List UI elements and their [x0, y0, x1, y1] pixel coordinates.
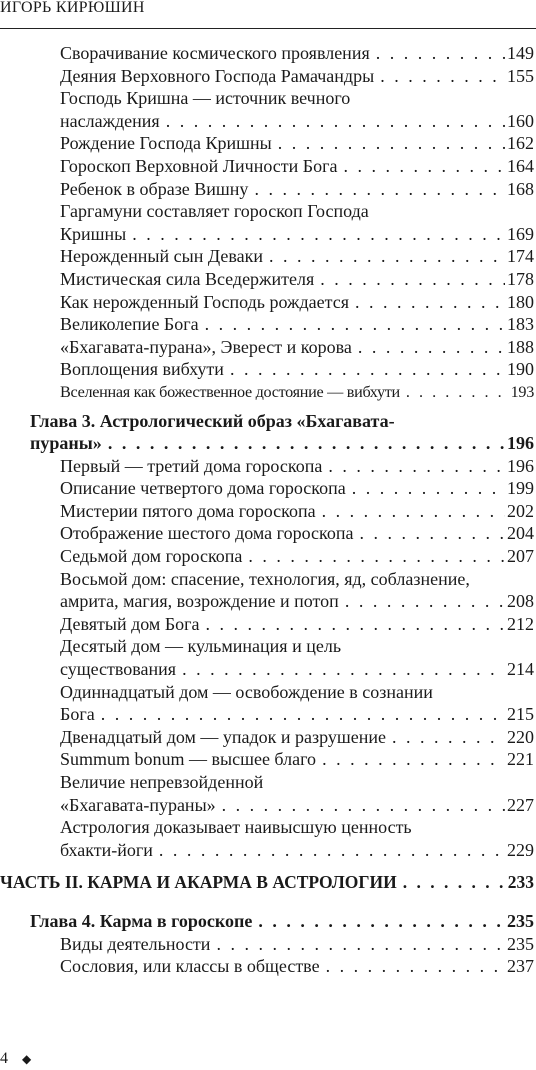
toc-entry	[0, 155, 536, 178]
toc-entry-page: 235	[507, 933, 534, 954]
toc-entry-title-first-line: Астрология доказывает наивысшую ценность	[60, 817, 412, 838]
toc-entry-page: 174	[507, 246, 534, 267]
dot-leader	[346, 477, 505, 500]
toc-entry-page: 237	[507, 956, 534, 977]
toc-entry-title: Описание четвертого дома гороскопа	[60, 478, 346, 499]
toc-entry	[0, 200, 536, 245]
toc-entry-page: 180	[507, 291, 534, 312]
toc-entry-page: 162	[507, 133, 534, 154]
toc-entry-page: 196	[507, 433, 534, 454]
toc-entry-title: Великолепие Бога	[60, 314, 199, 335]
toc-entry-page: 169	[507, 223, 534, 244]
table-of-contents	[0, 42, 536, 978]
toc-entry-title: Сословия, или классы в обществе	[60, 956, 320, 977]
toc-entry-title-first-line: Десятый дом — кульминация и цель	[60, 636, 342, 657]
dot-leader	[353, 522, 505, 545]
toc-entry-page: 196	[507, 455, 534, 476]
toc-entry-title: Summum bonum — высшее благо	[60, 749, 317, 770]
toc-entry	[0, 291, 536, 314]
dot-leader	[374, 65, 505, 88]
toc-entry-page: 204	[507, 523, 534, 544]
toc-entry	[0, 42, 536, 65]
toc-entry-title: Мистическая сила Вседержителя	[60, 268, 315, 289]
toc-entry-title-first-line: Глава 3. Астрологический образ «Бхагавата-	[30, 410, 395, 431]
toc-entry	[0, 336, 536, 359]
toc-entry-title-first-line: Восьмой дом: спасение, технология, яд, соблазнение,	[60, 568, 470, 589]
toc-entry-page: 178	[507, 268, 534, 289]
author-name: ИГОРЬ КИРЮШИН	[0, 0, 145, 16]
toc-entry	[0, 87, 536, 132]
toc-entry	[0, 178, 536, 201]
toc-entry-title: Гороскоп Верховной Личности Бога	[60, 155, 338, 176]
toc-entry-page: 164	[507, 155, 534, 176]
toc-entry-page: 208	[507, 591, 534, 612]
toc-entry	[0, 748, 536, 771]
toc-entry-title: Воплощения вибхути	[60, 359, 224, 380]
toc-entry-title: Нерожденный сын Деваки	[60, 246, 263, 267]
toc-entry-page: 235	[507, 910, 534, 931]
toc-entry-page: 207	[507, 546, 534, 567]
toc-entry	[0, 933, 536, 956]
toc-part	[0, 871, 536, 894]
toc-entry	[0, 65, 536, 88]
dot-leader	[153, 839, 505, 862]
toc-entry-title: Сворачивание космического проявления	[60, 43, 370, 63]
dot-leader	[272, 132, 505, 155]
toc-entry	[0, 545, 536, 568]
toc-entry	[0, 500, 536, 523]
toc-entry-page: 190	[507, 359, 534, 380]
toc-entry	[0, 245, 536, 268]
toc-entry-title: Отображение шестого дома гороскопа	[60, 523, 354, 544]
dot-leader	[349, 291, 505, 314]
toc-entry	[0, 132, 536, 155]
dot-leader	[316, 500, 505, 523]
toc-entry-title: «Бхагавата-пураны»	[60, 794, 216, 815]
toc-entry	[0, 726, 536, 749]
toc-entry-title-first-line: Величие непревзойденной	[60, 772, 264, 792]
toc-entry-title: «Бхагавата-пурана», Эверест и корова	[60, 336, 352, 357]
toc-entry-page: 227	[507, 794, 534, 815]
dot-leader	[210, 933, 505, 956]
toc-entry-title: Первый — третий дома гороскопа	[60, 455, 323, 476]
dot-leader	[339, 590, 505, 613]
toc-entry-title: Рождение Господа Кришны	[60, 133, 272, 154]
toc-entry-title: Деяния Верховного Господа Рамачандры	[60, 65, 375, 86]
toc-entry-page: 221	[507, 749, 534, 770]
toc-entry-title-first-line: Господь Кришна — источник вечного	[60, 88, 351, 109]
dot-leader	[316, 748, 505, 771]
toc-entry-page: 229	[507, 839, 534, 860]
toc-entry-page: 220	[507, 726, 534, 747]
toc-chapter	[0, 410, 536, 455]
toc-entry	[0, 635, 536, 680]
dot-leader	[400, 381, 509, 404]
toc-entry	[0, 522, 536, 545]
toc-entry	[0, 613, 536, 636]
toc-entry-title: бхакти-йоги	[60, 839, 153, 860]
dot-leader	[248, 178, 505, 201]
page-number: 4	[0, 1050, 8, 1067]
toc-entry-title: Мистерии пятого дома гороскопа	[60, 500, 316, 521]
toc-entry-title: амрита, магия, возрождение и потоп	[60, 591, 339, 612]
toc-entry	[0, 568, 536, 613]
toc-entry	[0, 313, 536, 336]
toc-entry	[0, 771, 536, 816]
dot-leader	[386, 726, 505, 749]
dot-leader	[160, 110, 505, 133]
toc-entry-title: Бога	[60, 704, 95, 725]
dot-leader	[252, 910, 505, 933]
toc-entry	[0, 381, 536, 404]
dot-leader	[95, 703, 505, 726]
dot-leader	[397, 871, 506, 894]
page-footer	[0, 1050, 31, 1068]
toc-entry-page: 233	[507, 872, 534, 893]
running-header	[0, 0, 536, 29]
dot-leader	[322, 455, 505, 478]
toc-entry-page: 160	[507, 110, 534, 131]
toc-entry-title: ЧАСТЬ II. КАРМА И АКАРМА В АСТРОЛОГИИ	[0, 872, 397, 893]
toc-entry-title: Вселенная как божественное достояние — вибхути	[60, 382, 400, 401]
dot-leader	[102, 432, 505, 455]
dot-leader	[176, 658, 505, 681]
toc-entry-page: 193	[510, 382, 534, 401]
toc-entry-title: Глава 4. Карма в гороскопе	[30, 910, 253, 931]
toc-entry-page: 214	[507, 659, 534, 680]
toc-entry-title: существования	[60, 659, 177, 680]
toc-entry-title: Кришны	[60, 223, 127, 244]
toc-entry-title: наслаждения	[60, 110, 160, 131]
toc-entry-page: 183	[507, 314, 534, 335]
dot-leader	[370, 42, 505, 65]
toc-entry	[0, 455, 536, 478]
toc-chapter	[0, 910, 536, 933]
dot-leader	[200, 613, 505, 636]
toc-entry-page: 149	[507, 43, 534, 63]
toc-entry-page: 212	[507, 613, 534, 634]
toc-entry	[0, 681, 536, 726]
toc-entry-title: Как нерожденный Господь рождается	[60, 291, 349, 312]
dot-leader	[216, 794, 505, 817]
toc-entry	[0, 816, 536, 861]
toc-entry-title: Седьмой дом гороскопа	[60, 546, 243, 567]
dot-leader	[263, 245, 505, 268]
toc-entry-page: 155	[507, 65, 534, 86]
toc-entry-page: 215	[507, 704, 534, 725]
dot-leader	[320, 955, 505, 978]
dot-leader	[126, 223, 505, 246]
dot-leader	[352, 336, 505, 359]
dot-leader	[314, 268, 505, 291]
dot-leader	[337, 155, 505, 178]
dot-leader	[199, 313, 505, 336]
toc-entry-page: 168	[507, 178, 534, 199]
toc-entry-page: 199	[507, 478, 534, 499]
toc-entry-title: Девятый дом Бога	[60, 613, 200, 634]
toc-entry-title: пураны»	[30, 433, 102, 454]
toc-entry-title: Двенадцатый дом — упадок и разрушение	[60, 726, 387, 747]
toc-entry	[0, 268, 536, 291]
toc-entry-title-first-line: Гаргамуни составляет гороскоп Господа	[60, 201, 369, 222]
toc-entry	[0, 358, 536, 381]
toc-entry	[0, 955, 536, 978]
toc-entry	[0, 477, 536, 500]
dot-leader	[242, 545, 505, 568]
toc-entry-page: 188	[507, 336, 534, 357]
toc-entry-title: Виды деятельности	[60, 933, 211, 954]
toc-entry-title: Ребенок в образе Вишну	[60, 178, 249, 199]
dot-leader	[224, 358, 505, 381]
toc-entry-title-first-line: Одиннадцатый дом — освобождение в сознании	[60, 681, 433, 702]
diamond-ornament-icon: ◆	[22, 1052, 32, 1066]
toc-entry-page: 202	[507, 500, 534, 521]
